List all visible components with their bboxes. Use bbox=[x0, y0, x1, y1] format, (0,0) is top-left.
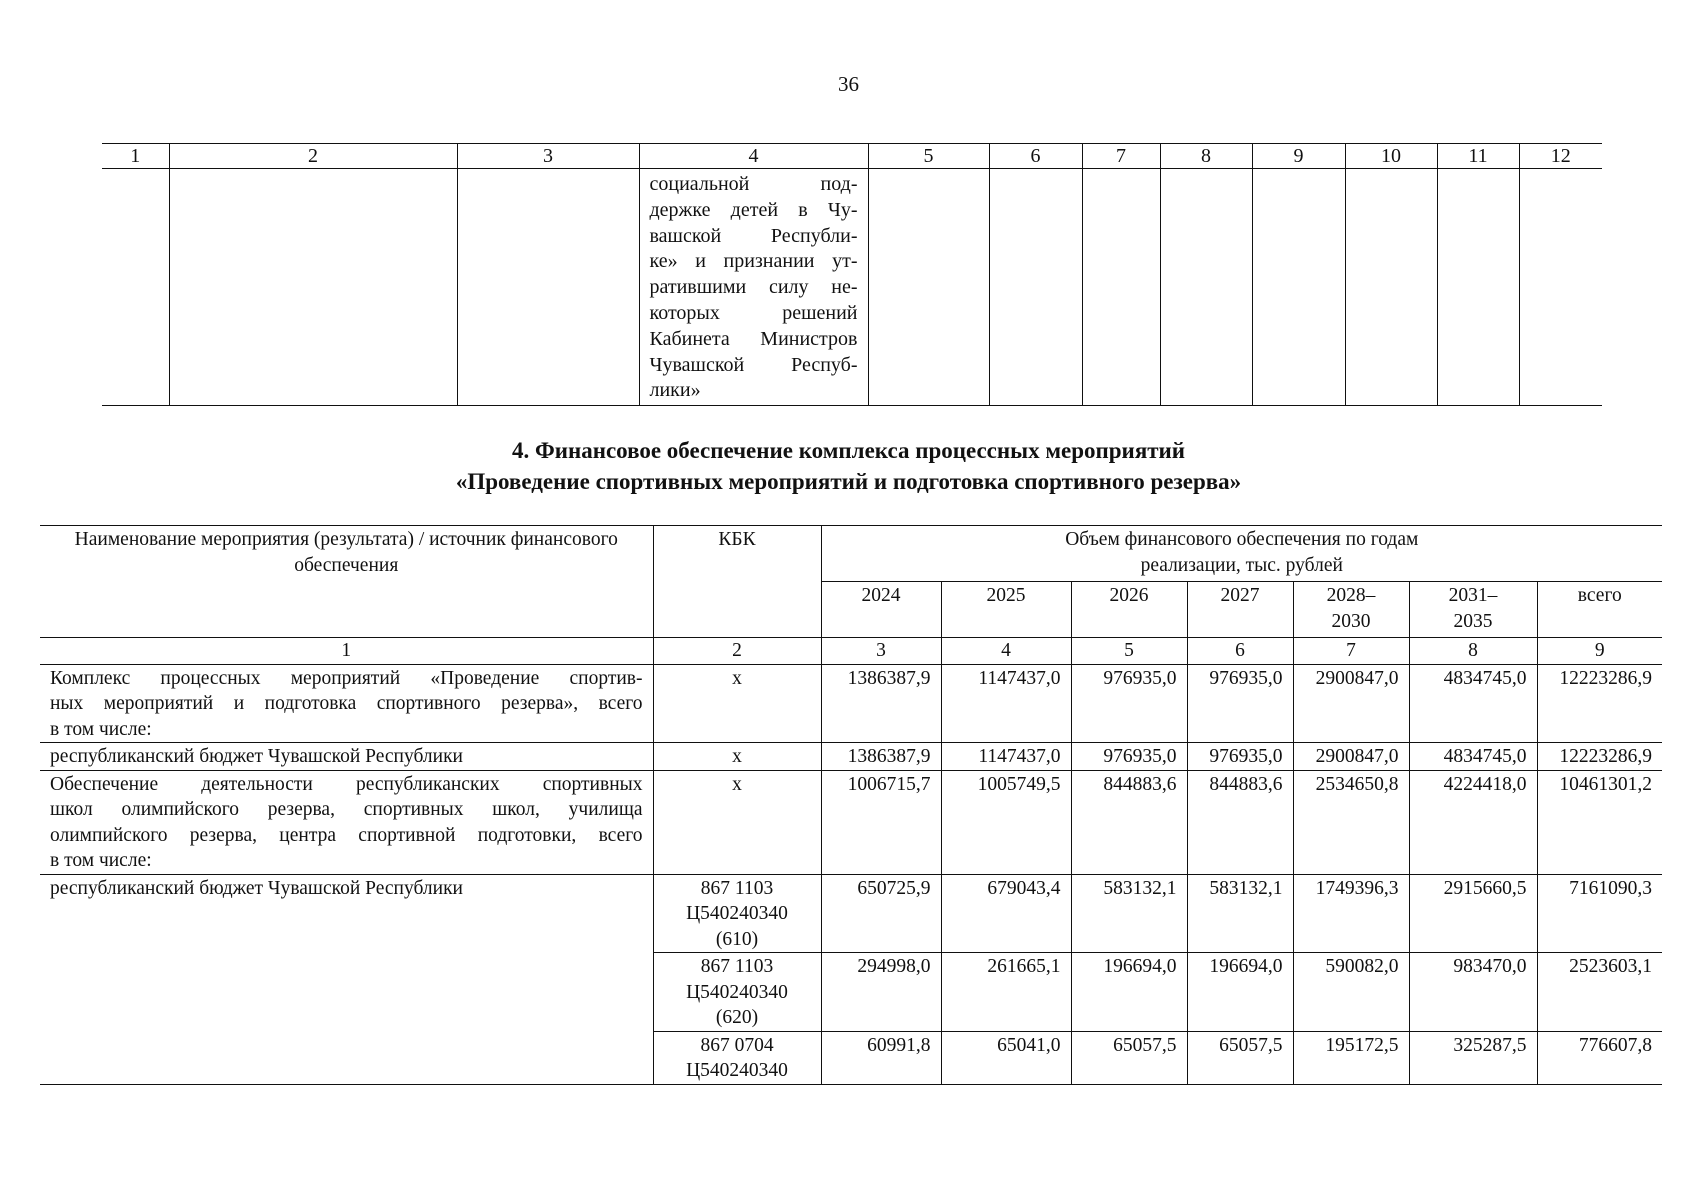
column-number: 6 bbox=[989, 144, 1082, 169]
text-line: которых решений bbox=[649, 301, 858, 324]
amount-cell: 2523603,1 bbox=[1537, 953, 1662, 1032]
column-number: 8 bbox=[1409, 638, 1537, 665]
year-header: 2028– 2030 bbox=[1293, 582, 1409, 638]
column-number: 10 bbox=[1345, 144, 1437, 169]
header-name: Наименование мероприятия (результата) / источник финансового обеспечения bbox=[40, 526, 653, 638]
section-title-line-1: 4. Финансовое обеспечение комплекса процессных мероприятий bbox=[511, 438, 1186, 463]
column-number: 9 bbox=[1537, 638, 1662, 665]
amount-cell: 60991,8 bbox=[821, 1031, 941, 1084]
row-name bbox=[40, 770, 653, 874]
year-header: 2031– 2035 bbox=[1409, 582, 1537, 638]
cell bbox=[102, 169, 169, 406]
continuation-row bbox=[102, 169, 1602, 406]
cell bbox=[1082, 169, 1160, 406]
amount-cell: 1749396,3 bbox=[1293, 874, 1409, 953]
amount-cell: 4834745,0 bbox=[1409, 664, 1537, 743]
page-number: 36 bbox=[838, 72, 859, 96]
amount-cell: 650725,9 bbox=[821, 874, 941, 953]
cell bbox=[457, 169, 639, 406]
amount-cell: 10461301,2 bbox=[1537, 770, 1662, 874]
amount-cell: 7161090,3 bbox=[1537, 874, 1662, 953]
document-title-continuation bbox=[639, 169, 868, 406]
row-name-line: олимпийского резерва, центра спортивной подготовки, всего bbox=[50, 824, 643, 846]
amount-cell: 196694,0 bbox=[1071, 953, 1187, 1032]
column-number: 8 bbox=[1160, 144, 1252, 169]
amount-cell: 65057,5 bbox=[1071, 1031, 1187, 1084]
amount-cell: 590082,0 bbox=[1293, 953, 1409, 1032]
row-name-line: Комплекс процессных мероприятий «Проведение спортив- bbox=[50, 667, 643, 689]
amount-cell: 2915660,5 bbox=[1409, 874, 1537, 953]
year-header: всего bbox=[1537, 582, 1662, 638]
continuation-table bbox=[102, 143, 1602, 406]
kbk-value: 867 1103 Ц540240340 (620) bbox=[653, 953, 821, 1032]
amount-cell: 1147437,0 bbox=[941, 743, 1071, 771]
cell bbox=[1252, 169, 1345, 406]
text-line: вашской Республи- bbox=[649, 224, 858, 247]
column-number: 7 bbox=[1293, 638, 1409, 665]
text-line: ратившими силу не- bbox=[649, 276, 858, 299]
table-row bbox=[40, 664, 1662, 743]
amount-cell: 844883,6 bbox=[1187, 770, 1293, 874]
amount-cell: 2900847,0 bbox=[1293, 664, 1409, 743]
cell bbox=[868, 169, 989, 406]
amount-cell: 1386387,9 bbox=[821, 664, 941, 743]
amount-cell: 976935,0 bbox=[1187, 743, 1293, 771]
row-name bbox=[40, 664, 653, 743]
amount-cell: 679043,4 bbox=[941, 874, 1071, 953]
cell bbox=[989, 169, 1082, 406]
amount-cell: 583132,1 bbox=[1187, 874, 1293, 953]
text-line: держке детей в Чу- bbox=[649, 198, 858, 221]
amount-cell: 2900847,0 bbox=[1293, 743, 1409, 771]
cell bbox=[1345, 169, 1437, 406]
cell bbox=[1519, 169, 1602, 406]
row-name-line: Обеспечение деятельности республиканских спортивных bbox=[50, 773, 643, 795]
amount-cell: 983470,0 bbox=[1409, 953, 1537, 1032]
amount-cell: 196694,0 bbox=[1187, 953, 1293, 1032]
section-title-line-2: «Проведение спортивных мероприятий и подготовка спортивного резерва» bbox=[455, 469, 1242, 494]
row-name: республиканский бюджет Чувашской Республики bbox=[40, 874, 653, 1084]
text-line: Чувашской Респуб- bbox=[649, 353, 858, 376]
text-line: Кабинета Министров bbox=[649, 327, 858, 350]
column-number-row bbox=[102, 144, 1602, 169]
column-number-row bbox=[40, 638, 1662, 665]
amount-cell: 65041,0 bbox=[941, 1031, 1071, 1084]
kbk-value: 867 1103 Ц540240340 (610) bbox=[653, 874, 821, 953]
amount-cell: 261665,1 bbox=[941, 953, 1071, 1032]
column-number: 2 bbox=[653, 638, 821, 665]
row-name-line: ных мероприятий и подготовка спортивного резерва», всего bbox=[50, 693, 643, 714]
kbk-value: 867 0704 Ц540240340 bbox=[653, 1031, 821, 1084]
column-number: 7 bbox=[1082, 144, 1160, 169]
row-name-line: в том числе: bbox=[50, 850, 152, 871]
column-number: 6 bbox=[1187, 638, 1293, 665]
year-header: 2025 bbox=[941, 582, 1071, 638]
amount-cell: 976935,0 bbox=[1071, 743, 1187, 771]
column-number: 12 bbox=[1519, 144, 1602, 169]
kbk-value: x bbox=[653, 770, 821, 874]
amount-cell: 1386387,9 bbox=[821, 743, 941, 771]
column-number: 5 bbox=[868, 144, 989, 169]
table-row bbox=[40, 743, 1662, 771]
row-name-line: республиканский бюджет Чувашской Республики bbox=[50, 746, 463, 767]
header-volume bbox=[821, 526, 1662, 582]
amount-cell: 1005749,5 bbox=[941, 770, 1071, 874]
cell bbox=[1160, 169, 1252, 406]
amount-cell: 4224418,0 bbox=[1409, 770, 1537, 874]
amount-cell: 976935,0 bbox=[1071, 664, 1187, 743]
amount-cell: 195172,5 bbox=[1293, 1031, 1409, 1084]
amount-cell: 65057,5 bbox=[1187, 1031, 1293, 1084]
table-row bbox=[40, 770, 1662, 874]
row-name bbox=[40, 743, 653, 771]
text-line: лики» bbox=[649, 379, 701, 402]
amount-cell: 1147437,0 bbox=[941, 664, 1071, 743]
amount-cell: 12223286,9 bbox=[1537, 664, 1662, 743]
financing-table bbox=[40, 525, 1662, 1085]
column-number: 4 bbox=[639, 144, 868, 169]
column-number: 3 bbox=[821, 638, 941, 665]
table-row bbox=[40, 874, 1662, 953]
section-title bbox=[0, 435, 1697, 497]
column-number: 3 bbox=[457, 144, 639, 169]
amount-cell: 976935,0 bbox=[1187, 664, 1293, 743]
year-header: 2024 bbox=[821, 582, 941, 638]
year-header: 2026 bbox=[1071, 582, 1187, 638]
amount-cell: 4834745,0 bbox=[1409, 743, 1537, 771]
cell bbox=[1437, 169, 1519, 406]
row-name-line: школ олимпийского резерва, спортивных школ, училища bbox=[50, 799, 643, 820]
row-name-line: в том числе: bbox=[50, 718, 152, 740]
amount-cell: 583132,1 bbox=[1071, 874, 1187, 953]
text-line: ке» и признании ут- bbox=[649, 250, 858, 273]
amount-cell: 12223286,9 bbox=[1537, 743, 1662, 771]
header-kbk: КБК bbox=[653, 526, 821, 638]
kbk-value: x bbox=[653, 743, 821, 771]
column-number: 1 bbox=[40, 638, 653, 665]
text-line: социальной под- bbox=[649, 173, 858, 195]
amount-cell: 1006715,7 bbox=[821, 770, 941, 874]
amount-cell: 776607,8 bbox=[1537, 1031, 1662, 1084]
column-number: 1 bbox=[102, 144, 169, 169]
column-number: 5 bbox=[1071, 638, 1187, 665]
year-header: 2027 bbox=[1187, 582, 1293, 638]
cell bbox=[169, 169, 457, 406]
header-volume-line-2: реализации, тыс. рублей bbox=[1140, 554, 1343, 576]
amount-cell: 325287,5 bbox=[1409, 1031, 1537, 1084]
amount-cell: 844883,6 bbox=[1071, 770, 1187, 874]
column-number: 9 bbox=[1252, 144, 1345, 169]
header-volume-line-1: Объем финансового обеспечения по годам bbox=[1065, 529, 1419, 550]
amount-cell: 2534650,8 bbox=[1293, 770, 1409, 874]
amount-cell: 294998,0 bbox=[821, 953, 941, 1032]
kbk-value: x bbox=[653, 664, 821, 743]
column-number: 4 bbox=[941, 638, 1071, 665]
column-number: 2 bbox=[169, 144, 457, 169]
column-number: 11 bbox=[1437, 144, 1519, 169]
